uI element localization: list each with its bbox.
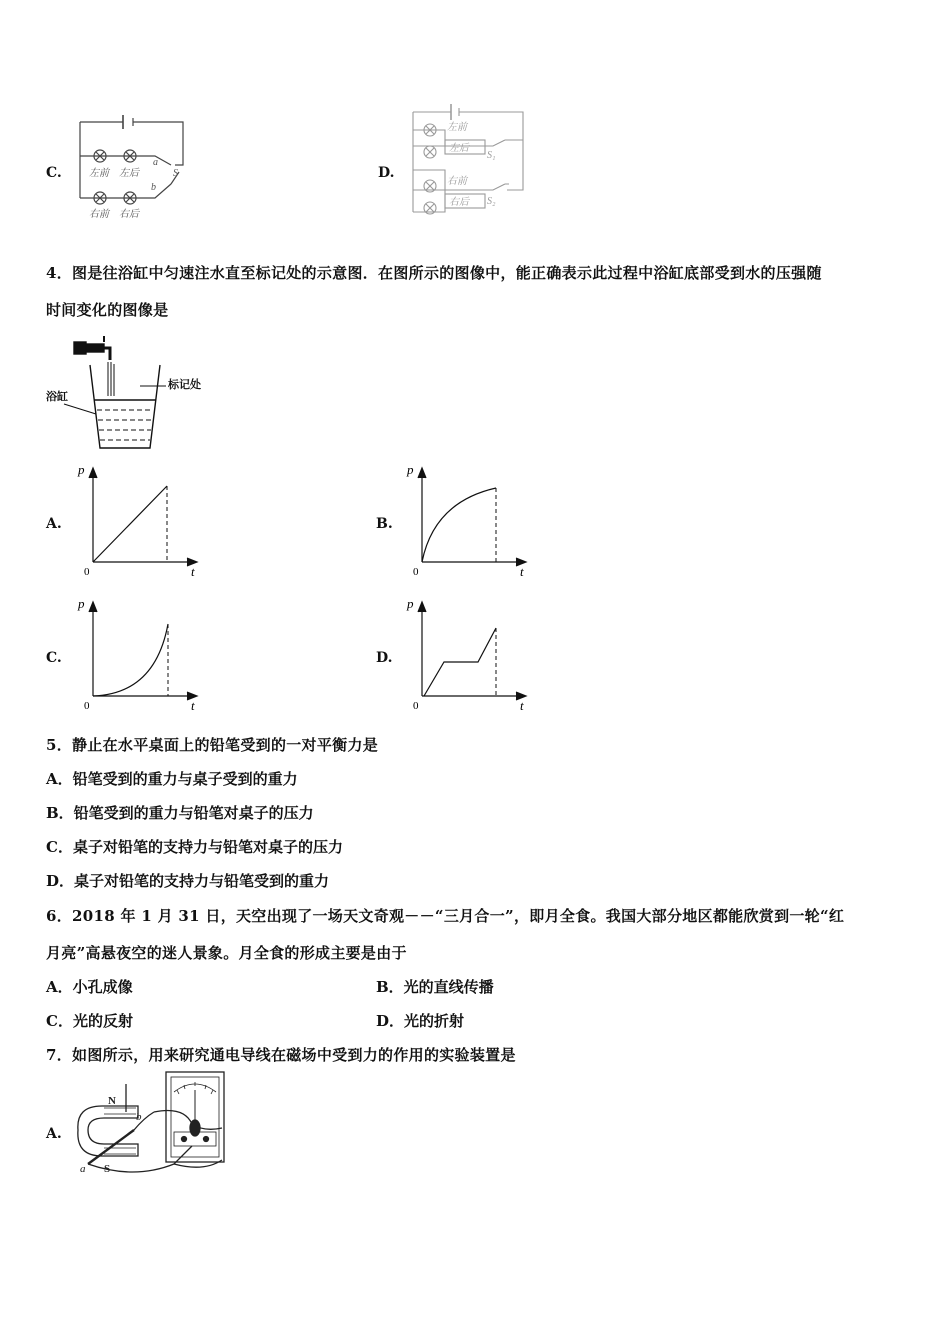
q5-stem: 5．静止在水平桌面上的铅笔受到的一对平衡力是 xyxy=(46,736,379,754)
tub-label: 浴缸 xyxy=(46,391,68,403)
q6-stem-line2: 月亮”高悬夜空的迷人景象。月全食的形成主要是由于 xyxy=(46,944,407,962)
magnet-n-label: N xyxy=(108,1095,116,1107)
q4-stem-line2: 时间变化的图像是 xyxy=(46,301,169,319)
q6-option-a[interactable]: A．小孔成像 xyxy=(46,978,133,996)
motor-experiment-figure xyxy=(74,1068,234,1176)
y-axis-label: p xyxy=(78,596,85,611)
graph-d-label: D. xyxy=(376,650,393,666)
origin-label: 0 xyxy=(413,700,419,712)
q5-option-c[interactable]: C．桌子对铅笔的支持力与铅笔对桌子的压力 xyxy=(46,838,343,856)
q6-option-c[interactable]: C．光的反射 xyxy=(46,1012,133,1030)
q4-stem-line1: 4．图是往浴缸中匀速注水直至标记处的示意图．在图所示的图像中，能正确表示此过程中浴缸底部受到水的压强随 xyxy=(46,264,822,282)
origin-label: 0 xyxy=(84,700,90,712)
x-axis-label: t xyxy=(191,564,195,579)
lamp-label: 左前 xyxy=(447,122,467,133)
bathtub-figure xyxy=(44,330,224,455)
q7-option-a-label: A. xyxy=(46,1126,62,1142)
graph-b xyxy=(404,462,534,582)
q7-stem: 7．如图所示，用来研究通电导线在磁场中受到力的作用的实验装置是 xyxy=(46,1046,516,1064)
switch-s2-label: S₂ xyxy=(487,196,496,207)
y-axis-label: p xyxy=(407,596,414,611)
q6-stem-line1: 6．2018 年 1 月 31 日，天空出现了一场天文奇观－－“三月合一”，即月全食。我国大部分地区都能欣赏到一轮“红 xyxy=(46,907,845,925)
lamp-label: 右后 xyxy=(449,197,469,208)
terminal-b-label: b xyxy=(136,1111,142,1123)
lamp-label: 左后 xyxy=(449,143,469,154)
q6-option-d[interactable]: D．光的折射 xyxy=(376,1012,465,1030)
terminal-a-label: a xyxy=(153,157,158,168)
graph-c xyxy=(75,596,205,716)
q6-option-b[interactable]: B．光的直线传播 xyxy=(376,978,494,996)
switch-s1-label: S₁ xyxy=(487,150,496,161)
q5-option-d[interactable]: D．桌子对铅笔的支持力与铅笔受到的重力 xyxy=(46,872,330,890)
q5-option-a[interactable]: A．铅笔受到的重力与桌子受到的重力 xyxy=(46,770,298,788)
circuit-d-diagram xyxy=(405,100,530,225)
graph-a-label: A. xyxy=(46,516,62,532)
option-c-label: C. xyxy=(46,165,62,181)
terminal-b-label: b xyxy=(151,182,156,193)
graph-a xyxy=(75,462,205,582)
x-axis-label: t xyxy=(520,564,524,579)
lamp-label: 右前 xyxy=(447,176,467,187)
graph-b-label: B. xyxy=(376,516,393,532)
mark-label: 标记处 xyxy=(168,379,201,391)
x-axis-label: t xyxy=(191,698,195,713)
y-axis-label: p xyxy=(407,462,414,477)
y-axis-label: p xyxy=(78,462,85,477)
origin-label: 0 xyxy=(413,566,419,578)
lamp-label: 右前 xyxy=(89,209,109,220)
lamp-label: 右后 xyxy=(119,209,139,220)
option-d-label: D. xyxy=(378,165,395,181)
circuit-c-diagram xyxy=(75,110,195,225)
graph-c-label: C. xyxy=(46,650,62,666)
terminal-a-label: a xyxy=(80,1163,86,1175)
q5-option-b[interactable]: B．铅笔受到的重力与铅笔对桌子的压力 xyxy=(46,804,314,822)
x-axis-label: t xyxy=(520,698,524,713)
switch-label: S xyxy=(173,168,178,179)
lamp-label: 左后 xyxy=(119,168,139,179)
lamp-label: 左前 xyxy=(89,168,109,179)
graph-d xyxy=(404,596,534,716)
magnet-s-label: S xyxy=(104,1163,111,1175)
origin-label: 0 xyxy=(84,566,90,578)
